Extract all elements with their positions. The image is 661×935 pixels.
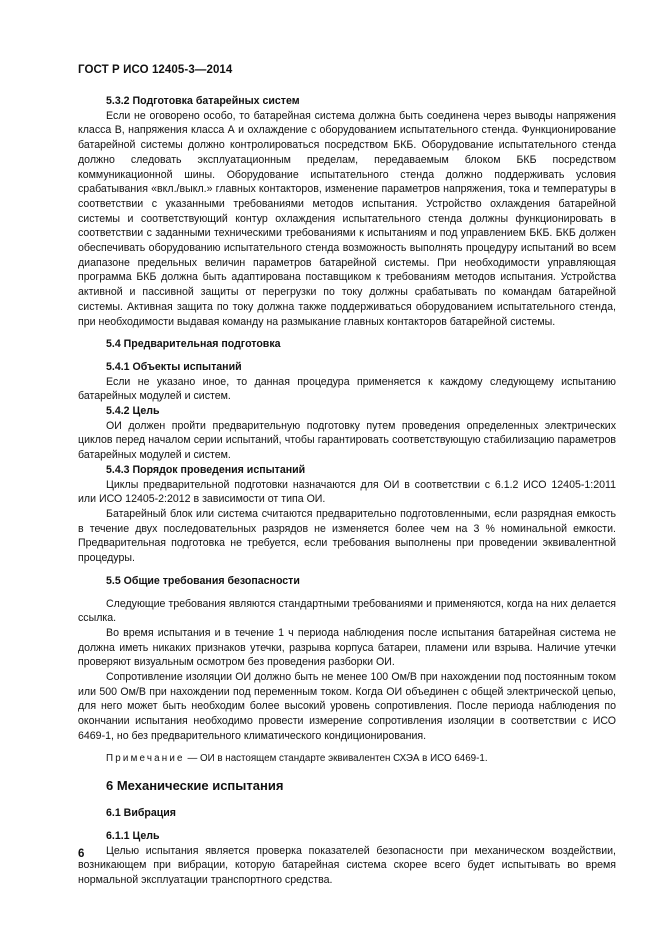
running-header: ГОСТ Р ИСО 12405-3—2014 <box>78 64 233 76</box>
paragraph: Если не оговорено особо, то батарейная система должна быть соединена через выводы напряжения класса В, напряжения класса А и охлаждение с оборудованием испытательного стенда. Функционирование батарейной системы должно контролироваться посредством БКБ. Оборудование испытательного стенда должно следовать эксплуатационным пределам, передаваемым блоком БКБ посредством коммуникационной шины. Оборудование испытательного стенда должно поддерживать условия срабатывания «вкл./выкл.» главных контакторов, изменение параметров напряжения, тока и температуры в соответствии с указанными требованиями методов испытания. Устройство охлаждения батарейной системы и соответствующий контур охлаждения испытательного стенда должны функционировать в соответствии с заданными техническими требованиями к испытаниям и под управлением БКБ. БКБ должен обеспечивать оборудованию испытательного стенда возможность выполнять процедуру испытаний во всем диапазоне предельных величин параметров батарейной системы. При необходимости управляющая программа БКБ должна быть адаптирована поставщиком к требованиям методов испытания. Устройства активной и пассивной защиты от перегрузки по току должны срабатывать по командам батарейной системы. Активная защита по току должна также поддерживаться оборудованием испытательного стенда, при необходимости выдавая команду на размыкание главных контакторов батарейной системы. <box>78 109 616 328</box>
paragraph: Сопротивление изоляции ОИ должно быть не менее 100 Ом/В при нахождении под постоянным током или 500 Ом/В при нахождении под переменным током. Когда ОИ объединен с общей электрической цепью, для него может быть необходим более высокий уровень сопротивления. После периода наблюдения по окончании испытания необходимо провести измерение сопротивления изоляции в соответствии с ИСО 6469-1, но без предварительного климатического кондиционирования. <box>78 671 616 742</box>
paragraph: Во время испытания и в течение 1 ч периода наблюдения после испытания батарейная система не должна иметь никаких признаков утечки, разрыва корпуса батареи, пламени или взрыва. Наличие утечки проверяют визуальным осмотром без проведения разборки ОИ. <box>78 626 616 669</box>
paragraph: Батарейный блок или система считаются предварительно подготовленными, если разрядная емкость в течение двух последовательных разрядов не изменяется более чем на 3 % номинальной емкости. Предварительная подготовка не требуется, если требования выполнены при проведении эквивалентной процедуры. <box>78 507 616 565</box>
spacer <box>78 589 616 597</box>
subsection-heading: 6.1.1 Цель <box>106 829 160 842</box>
spacer <box>78 821 616 829</box>
spacer <box>78 329 616 337</box>
note-dash: — <box>184 752 200 764</box>
subsection-heading: 5.4 Предварительная подготовка <box>106 338 281 351</box>
spacer <box>78 566 616 574</box>
subsection-heading: 5.5 Общие требования безопасности <box>106 574 300 587</box>
subsection-heading: 6.1 Вибрация <box>106 807 176 820</box>
subsection-heading: 5.4.1 Объекты испытаний <box>106 360 242 373</box>
page-number: 6 <box>78 848 85 860</box>
paragraph: Целью испытания является проверка показателей безопасности при механическом воздействии, возникающем при вибрации, которую батарейная система скорее всего будет испытывать во время нормальной эксплуатации транспортного средства. <box>78 844 616 887</box>
spacer <box>78 352 616 360</box>
note <box>78 752 616 767</box>
note-text: ОИ в настоящем стандарте эквивалентен СХЭА в ИСО 6469-1. <box>199 752 488 764</box>
section-heading: 6 Механические испытания <box>106 778 284 794</box>
note-label: Примечание <box>106 752 185 764</box>
subsection-heading: 5.3.2 Подготовка батарейных систем <box>106 95 300 107</box>
paragraph: ОИ должен пройти предварительную подготовку путем проведения определенных электрических циклов перед началом серии испытаний, чтобы гарантировать соответствующую стабилизацию параметров батарейных модулей и систем. <box>78 419 616 462</box>
paragraph: Следующие требования являются стандартными требованиями и применяются, когда на них делается ссылка. <box>78 597 616 625</box>
spacer <box>78 744 616 752</box>
subsection-heading: 5.4.2 Цель <box>106 405 160 418</box>
paragraph: Если не указано иное, то данная процедура применяется к каждому следующему испытанию батарейных модулей и систем. <box>78 375 616 403</box>
paragraph: Циклы предварительной подготовки назначаются для ОИ в соответствии с 6.1.2 ИСО 12405-1:2011 или ИСО 12405-2:2012 в зависимости от типа ОИ. <box>78 478 616 506</box>
subsection-heading: 5.4.3 Порядок проведения испытаний <box>106 463 306 476</box>
document-body <box>78 94 616 888</box>
